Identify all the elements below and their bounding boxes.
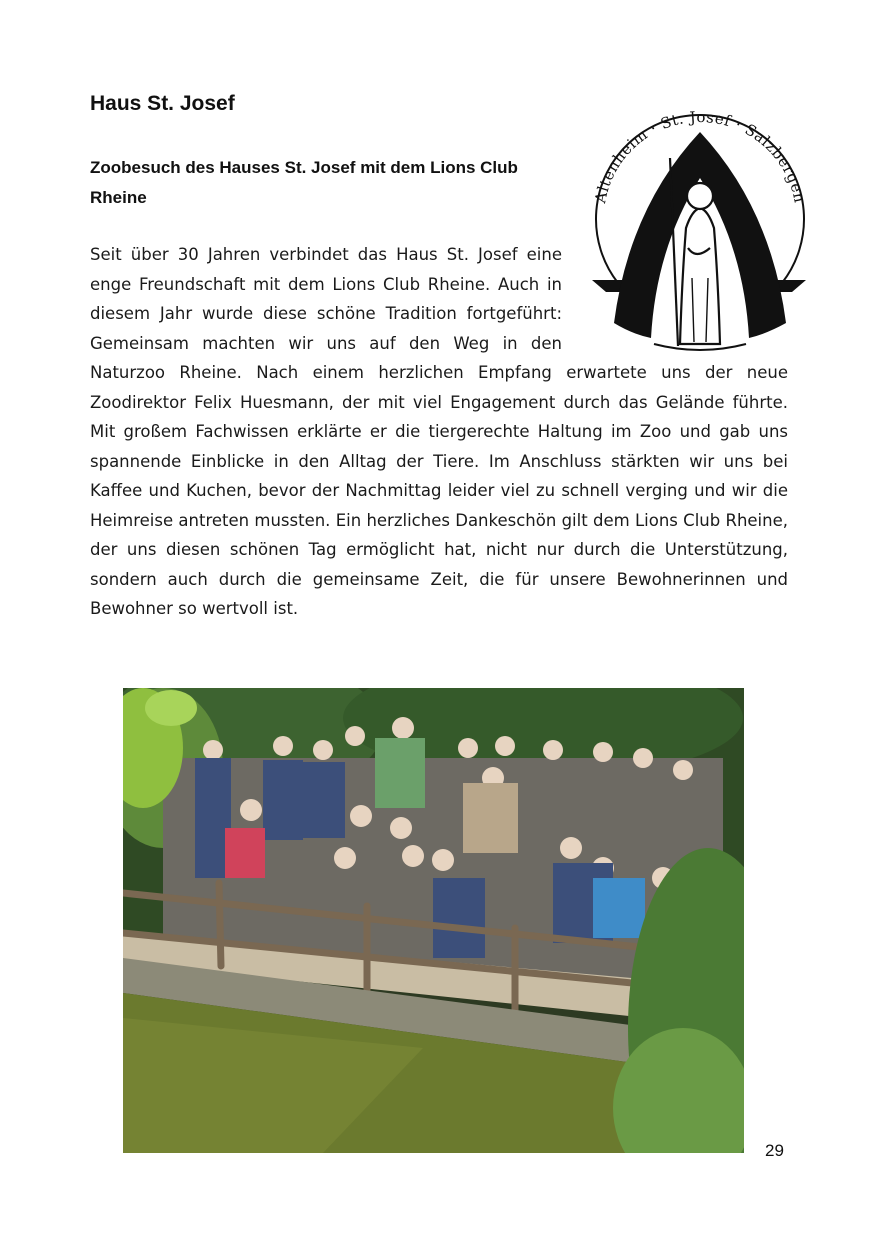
article-body — [90, 240, 788, 624]
page-title: Haus St. Josef — [90, 92, 235, 115]
group-photo — [123, 688, 744, 1153]
page-number: 29 — [765, 1141, 784, 1160]
seal-lettering: Altenheim · St. Josef · Salzbergen — [591, 107, 809, 205]
article-subtitle: Zoobesuch des Hauses St. Josef mit dem Lions Club Rheine — [90, 158, 518, 207]
article-body-text: Seit über 30 Jahren verbindet das Haus St. Josef eine enge Freundschaft mit dem Lions Club Rheine. Auch in diesem Jahr wurde diese schöne Tradition fortgeführt: Gemeinsam machten wir uns auf den Weg in den Naturzoo Rheine. Nach einem herzlichen Empfang erwartete uns der neue Zoodirektor Felix Huesmann, der mit viel Engagement durch das Gelände führte. Mit großem Fachwissen erklärte er die tiergerechte Haltung im Zoo und gab uns spannende Einblicke in den Alltag der Tiere. Im Anschluss stärkten wir uns bei Kaffee und Kuchen, bevor der Nachmittag leider viel zu schnell verging und wir die Heimreise antreten mussten. Ein herzliches Dankeschön gilt dem Lions Club Rheine, der uns diesen schönen Tag ermöglicht hat, nicht nur durch die Unterstützung, sondern auch durch die gemeinsame Zeit, die für unsere Bewohnerinnen und Bewohner so wertvoll ist. — [90, 245, 788, 618]
